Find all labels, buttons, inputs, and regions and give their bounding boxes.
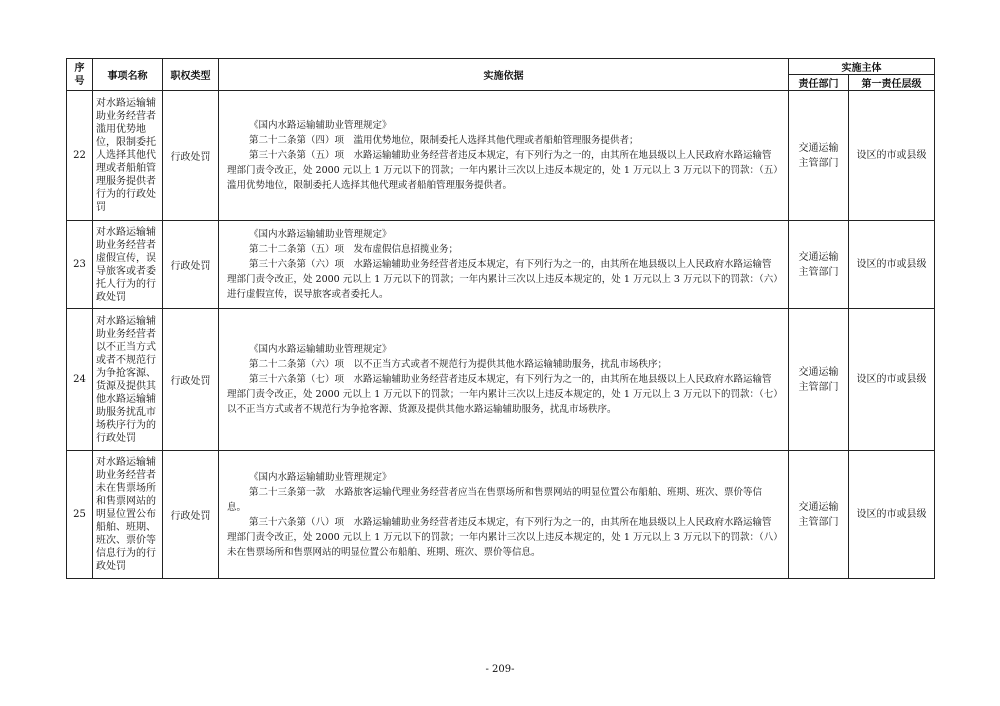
basis-penalty-clause: 第三十六条第（五）项 水路运输辅助业务经营者违反本规定，有下列行为之一的，由其所在地县级以上人民政府水路运输管理部门责令改正，处 2000 元以上 1 万元以下的罚款；一年内累计三次以上违反本规定的，处 1 万元以上 3 万元以下的罚款：（五）滥用优势地位，限制委托人选择其他代理或者船舶管理服务提供者。 (227, 150, 778, 191)
row-number: 23 (67, 221, 93, 309)
legal-basis (219, 221, 789, 309)
header-type: 职权类型 (163, 59, 219, 91)
responsibility-level: 设区的市或县级 (849, 221, 935, 309)
basis-title: 《国内水路运输辅助业管理规定》 (249, 344, 392, 355)
responsibility-level: 设区的市或县级 (849, 309, 935, 451)
header-level: 第一责任层级 (849, 75, 935, 91)
authority-type: 行政处罚 (163, 451, 219, 579)
authority-type: 行政处罚 (163, 91, 219, 221)
table-row (67, 309, 935, 451)
item-name: 对水路运输辅助业务经营者虚假宣传，误导旅客或者委托人行为的行政处罚 (93, 221, 163, 309)
header-subject: 实施主体 (789, 59, 935, 75)
row-number: 25 (67, 451, 93, 579)
item-name: 对水路运输辅助业务经营者未在售票场所和售票网站的明显位置公布船舶、班期、班次、票价等信息行为的行政处罚 (93, 451, 163, 579)
responsible-dept: 交通运输主管部门 (789, 451, 849, 579)
row-number: 22 (67, 91, 93, 221)
enforcement-table (66, 58, 935, 579)
item-name: 对水路运输辅助业务经营者滥用优势地位，限制委托人选择其他代理或者船舶管理服务提供者行为的行政处罚 (93, 91, 163, 221)
page-number: - 209- (485, 664, 515, 675)
responsibility-level: 设区的市或县级 (849, 451, 935, 579)
authority-type: 行政处罚 (163, 221, 219, 309)
basis-clause: 第二十三条第一款 水路旅客运输代理业务经营者应当在售票场所和售票网站的明显位置公布船舶、班期、班次、票价等信息。 (227, 486, 763, 513)
basis-title: 《国内水路运输辅助业管理规定》 (249, 120, 392, 131)
legal-basis (219, 309, 789, 451)
basis-title: 《国内水路运输辅助业管理规定》 (249, 471, 392, 483)
responsible-dept: 交通运输主管部门 (789, 309, 849, 451)
legal-basis (219, 451, 789, 579)
basis-title: 《国内水路运输辅助业管理规定》 (249, 229, 392, 240)
basis-clause: 第二十二条第（六）项 以不正当方式或者不规范行为提供其他水路运输辅助服务，扰乱市场秩序； (249, 359, 668, 370)
basis-clause: 第二十二条第（五）项 发布虚假信息招揽业务； (249, 244, 459, 255)
authority-type: 行政处罚 (163, 309, 219, 451)
item-name: 对水路运输辅助业务经营者以不正当方式或者不规范行为争抢客源、货源及提供其他水路运输辅助服务扰乱市场秩序行为的行政处罚 (93, 309, 163, 451)
basis-penalty-clause: 第三十六条第（八）项 水路运输辅助业务经营者违反本规定，有下列行为之一的，由其所在地县级以上人民政府水路运输管理部门责令改正，处 2000 元以上 1 万元以下的罚款；一年内累计三次以上违反本规定的，处 1 万元以上 3 万元以下的罚款：（八）未在售票场所和售票网站的明显位置公布船舶、班期、班次、票价等信息。 (227, 516, 778, 558)
basis-clause: 第二十二条第（四）项 滥用优势地位，限制委托人选择其他代理或者船舶管理服务提供者； (249, 135, 639, 146)
header-dept: 责任部门 (789, 75, 849, 91)
table-row (67, 221, 935, 309)
responsibility-level: 设区的市或县级 (849, 91, 935, 221)
basis-penalty-clause: 第三十六条第（六）项 水路运输辅助业务经营者违反本规定，有下列行为之一的，由其所在地县级以上人民政府水路运输管理部门责令改正，处 2000 元以上 1 万元以下的罚款；一年内累计三次以上违反本规定的，处 1 万元以上 3 万元以下的罚款：（六）进行虚假宣传，误导旅客或者委托人。 (227, 259, 778, 300)
table-row (67, 451, 935, 579)
header-basis: 实施依据 (219, 59, 789, 91)
table-row (67, 91, 935, 221)
responsible-dept: 交通运输主管部门 (789, 91, 849, 221)
header-seq: 序号 (67, 59, 93, 91)
row-number: 24 (67, 309, 93, 451)
header-name: 事项名称 (93, 59, 163, 91)
basis-penalty-clause: 第三十六条第（七）项 水路运输辅助业务经营者违反本规定，有下列行为之一的，由其所在地县级以上人民政府水路运输管理部门责令改正，处 2000 元以上 1 万元以下的罚款；一年内累计三次以上违反本规定的，处 1 万元以上 3 万元以下的罚款：（七）以不正当方式或者不规范行为争抢客源、货源及提供其他水路运输辅助服务，扰乱市场秩序。 (227, 374, 778, 415)
legal-basis (219, 91, 789, 221)
responsible-dept: 交通运输主管部门 (789, 221, 849, 309)
